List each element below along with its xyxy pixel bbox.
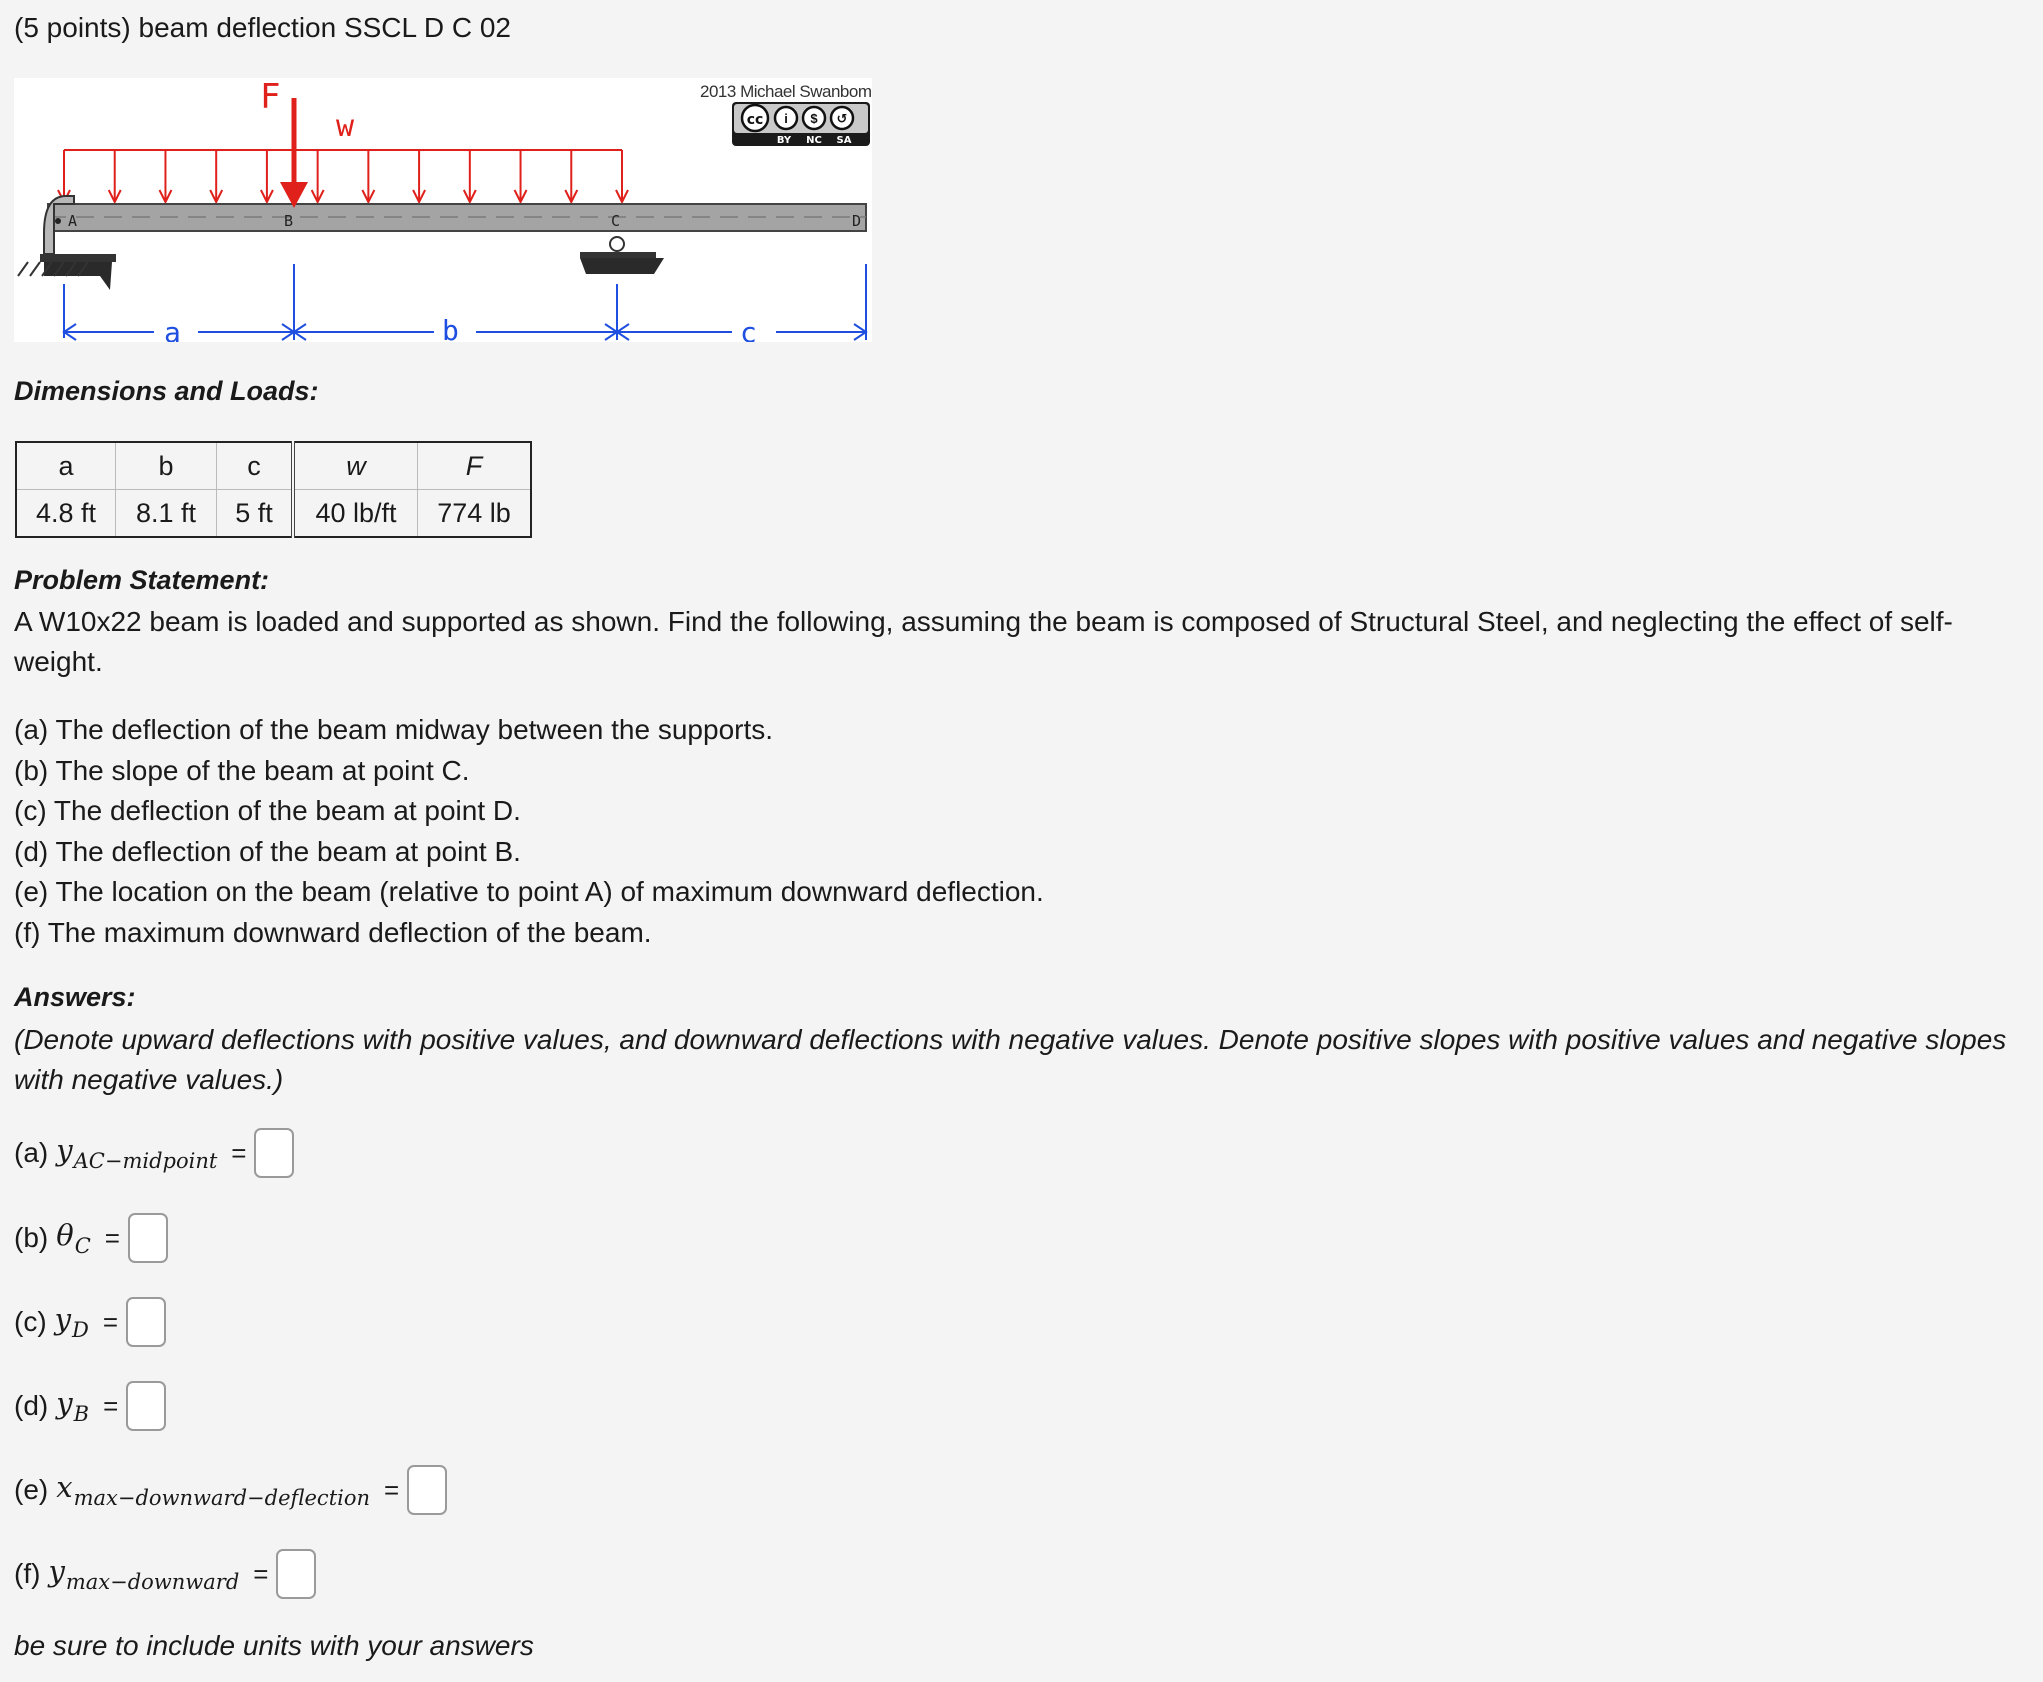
part-b: (b) The slope of the beam at point C.: [14, 754, 470, 786]
svg-text:$: $: [810, 111, 818, 126]
answer-input-a[interactable]: [254, 1128, 294, 1178]
dimension-label-c: c: [740, 316, 757, 342]
license-by: BY: [776, 135, 792, 146]
force-label: F: [260, 78, 281, 117]
beam-diagram: [14, 78, 872, 342]
units-reminder: be sure to include units with your answers: [14, 1630, 534, 1661]
equals-sign: =: [102, 1306, 119, 1337]
answer-row-e: [14, 1462, 447, 1518]
point-label-c: C: [611, 212, 621, 230]
answer-row-b: [14, 1210, 168, 1266]
answer-row-f: [14, 1546, 316, 1602]
page-title: (5 points) beam deflection SSCL D C 02: [14, 12, 511, 43]
equals-sign: =: [231, 1137, 247, 1168]
answer-prefix: (f): [14, 1558, 41, 1589]
point-label-d: D: [852, 212, 862, 230]
answer-prefix: (d): [14, 1390, 49, 1421]
answer-input-c[interactable]: [126, 1297, 166, 1347]
answer-row-a: [14, 1125, 294, 1181]
header-c: c: [217, 442, 294, 490]
answers-heading: Answers:: [14, 982, 136, 1012]
cc-label: cc: [746, 112, 764, 128]
svg-text:↺: ↺: [836, 111, 848, 126]
point-label-b: B: [284, 212, 294, 230]
loads-table-header-row: [16, 442, 531, 490]
part-a: (a) The deflection of the beam midway between the supports.: [14, 714, 774, 745]
answer-prefix: (a): [14, 1137, 49, 1168]
part-c: (c) The deflection of the beam at point D.: [14, 795, 521, 826]
value-a: 4.8 ft: [16, 490, 116, 538]
answer-prefix: (e): [14, 1474, 49, 1505]
answers-note: (Denote upward deflections with positive values, and downward deflections with negative values. Denote positive slopes with positive values and negative slopes with negative values.): [14, 1024, 2007, 1095]
problem-text: A W10x22 beam is loaded and supported as shown. Find the following, assuming the beam is composed of Structural Steel, and neglecting the effect of self-weight.: [14, 606, 1953, 677]
problem-heading: Problem Statement:: [14, 565, 270, 595]
answer-symbol: $y_D$: [54, 1302, 89, 1342]
license-nc: NC: [806, 135, 822, 146]
answer-row-c: [14, 1294, 166, 1350]
answer-symbol: $\theta_C$: [56, 1218, 91, 1258]
value-b: 8.1 ft: [116, 490, 217, 538]
answer-input-f[interactable]: [276, 1549, 316, 1599]
value-w: 40 lb/ft: [293, 490, 418, 538]
answer-input-e[interactable]: [407, 1465, 447, 1515]
value-f: 774 lb: [418, 490, 532, 538]
part-e: (e) The location on the beam (relative to point A) of maximum downward deflection.: [14, 876, 1044, 907]
loads-table-value-row: [16, 490, 531, 538]
equals-sign: =: [103, 1390, 119, 1421]
loads-table: [15, 441, 532, 538]
equals-sign: =: [253, 1558, 269, 1589]
distributed-load-label: w: [336, 109, 355, 144]
header-w: w: [293, 442, 418, 490]
license-sa: SA: [836, 135, 852, 146]
answer-input-b[interactable]: [128, 1213, 168, 1263]
dimensions-heading: Dimensions and Loads:: [14, 376, 319, 406]
part-d: (d) The deflection of the beam at point B.: [14, 835, 521, 867]
answer-symbol: $x_{max-downward-deflection}$: [56, 1470, 371, 1510]
answer-symbol: $y_{max-downward}$: [48, 1554, 240, 1594]
part-f: (f) The maximum downward deflection of the beam.: [14, 916, 652, 948]
point-label-a: A: [68, 212, 78, 230]
header-b: b: [116, 442, 217, 490]
parts-list: [14, 710, 1044, 953]
beam: [48, 204, 866, 231]
equals-sign: =: [104, 1222, 120, 1253]
header-a: a: [16, 442, 116, 490]
header-f: F: [418, 442, 532, 490]
answer-symbol: $y_{AC-midpoint}$: [56, 1133, 218, 1173]
cc-license-badge: [732, 102, 870, 146]
equals-sign: =: [384, 1474, 400, 1505]
answer-prefix: (c): [14, 1306, 47, 1337]
answer-symbol: $y_B$: [56, 1386, 90, 1426]
svg-text:i: i: [784, 111, 788, 126]
answer-row-d: [14, 1378, 166, 1434]
dimension-label-a: a: [164, 316, 181, 342]
answer-input-d[interactable]: [126, 1381, 166, 1431]
value-c: 5 ft: [217, 490, 294, 538]
answer-prefix: (b): [14, 1222, 49, 1253]
dimension-label-b: b: [442, 314, 459, 342]
credit-text: 2013 Michael Swanbom: [700, 82, 872, 101]
